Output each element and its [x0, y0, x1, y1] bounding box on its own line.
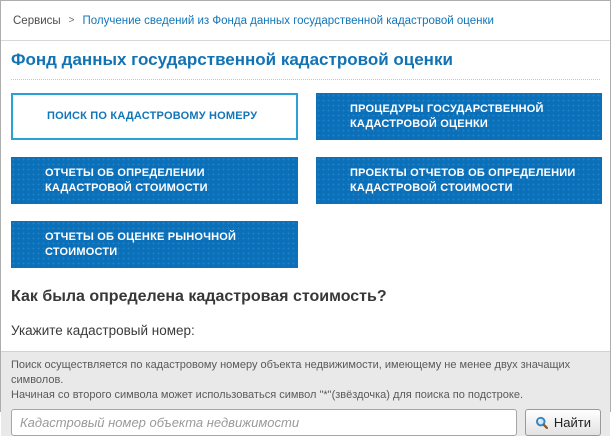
- tile-state-valuation-procedures[interactable]: [316, 93, 602, 140]
- search-panel: [1, 351, 610, 436]
- tile-label: ПОИСК ПО КАДАСТРОВОМУ НОМЕРУ: [47, 110, 258, 123]
- cadastral-number-input[interactable]: [11, 409, 517, 436]
- breadcrumb: [1, 1, 610, 41]
- tile-search-by-cadastral-number[interactable]: [11, 93, 298, 140]
- tile-market-value-reports[interactable]: [11, 221, 298, 268]
- tile-label: ПРОЕКТЫ ОТЧЕТОВ ОБ ОПРЕДЕЛЕНИИ КАДАСТРОВОЙ СТОИМОСТИ: [350, 166, 576, 194]
- tile-valuation-reports[interactable]: [11, 157, 298, 204]
- section-heading: Как была определена кадастровая стоимость?: [11, 288, 387, 305]
- breadcrumb-separator-icon: >: [68, 15, 75, 26]
- nav-tiles: [11, 93, 600, 268]
- magnifier-icon: [535, 416, 549, 430]
- search-button-label: Найти: [553, 415, 591, 430]
- content-area: [1, 41, 610, 338]
- tile-label: ОТЧЕТЫ ОБ ОПРЕДЕЛЕНИИ КАДАСТРОВОЙ СТОИМОСТИ: [45, 166, 208, 194]
- tile-draft-valuation-reports[interactable]: [316, 157, 602, 204]
- cadastral-number-label: Укажите кадастровый номер:: [11, 323, 195, 338]
- breadcrumb-current-link[interactable]: Получение сведений из Фонда данных государственной кадастровой оценки: [82, 14, 494, 27]
- search-hint-line-1: Поиск осуществляется по кадастровому номеру объекта недвижимости, имеющему не менее двух значащих символов.: [11, 359, 571, 386]
- search-hint-line-2: Начиная со второго символа может использоваться символ "*"(звёздочка) для поиска по подстроке.: [11, 389, 524, 401]
- search-button[interactable]: [525, 409, 601, 436]
- tile-label: ПРОЦЕДУРЫ ГОСУДАРСТВЕННОЙ КАДАСТРОВОЙ ОЦЕНКИ: [350, 102, 544, 130]
- page-title: Фонд данных государственной кадастровой оценки: [11, 50, 600, 80]
- search-form: [11, 409, 601, 436]
- tile-label: ОТЧЕТЫ ОБ ОЦЕНКЕ РЫНОЧНОЙ СТОИМОСТИ: [45, 230, 237, 258]
- breadcrumb-services-link[interactable]: Сервисы: [13, 14, 61, 27]
